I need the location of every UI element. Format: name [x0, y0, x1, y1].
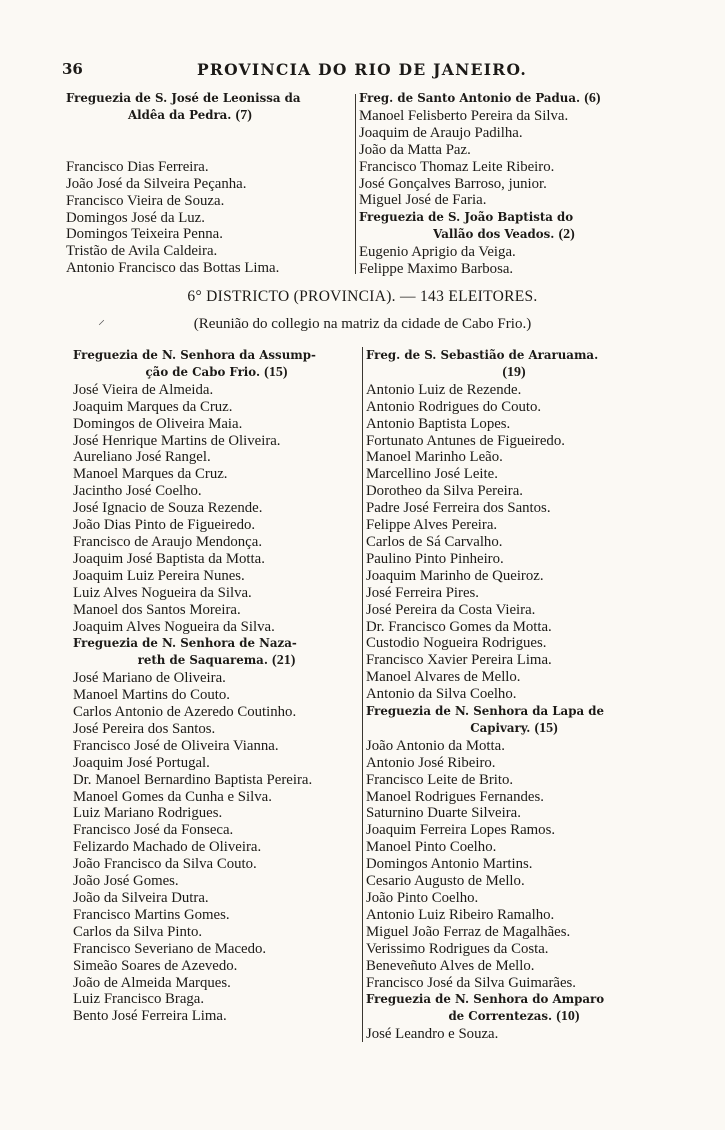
elector-name: Joaquim Ferreira Lopes Ramos.	[366, 822, 556, 839]
elector-name: Manoel Alvares de Mello.	[366, 669, 521, 686]
elector-name: Manoel Marques da Cruz.	[73, 466, 228, 483]
bottom-left-column	[73, 347, 360, 1025]
elector-name: Francisco Vieira de Souza.	[66, 192, 225, 209]
elector-name: Saturnino Duarte Silveira.	[366, 805, 521, 822]
elector-name: Luiz Mariano Rodrigues.	[73, 805, 223, 822]
meeting-note: (Reunião do collegio na matriz da cidade de Cabo Frio.)	[193, 316, 532, 332]
elector-name: Francisco Severiano de Macedo.	[73, 940, 267, 957]
elector-name: Joaquim Marinho de Queiroz.	[366, 567, 544, 584]
elector-list	[66, 159, 352, 277]
elector-name: João da Matta Paz.	[359, 141, 471, 158]
elector-name: Verissimo Rodrigues da Costa.	[366, 940, 549, 957]
bottom-right-column	[366, 347, 662, 1043]
elector-name: João da Silveira Dutra.	[73, 890, 209, 906]
parish-header: Freguezia de S. José de Leonissa da Aldêa da Pedra. (7)	[66, 91, 301, 123]
elector-name: Domingos de Oliveira Maia.	[73, 415, 243, 432]
elector-name: José Leandro e Souza.	[366, 1026, 499, 1043]
elector-name: Francisco José da Silva Guimarães.	[366, 974, 576, 991]
elector-name: Antonio Rodrigues do Couto.	[366, 398, 542, 415]
elector-name: Luiz Francisco Braga.	[73, 991, 205, 1008]
elector-name: José Mariano de Oliveira.	[73, 670, 226, 687]
elector-name: Bento José Ferreira Lima.	[73, 1008, 227, 1025]
column-rule	[355, 94, 356, 274]
parish-header: Freguezia de N. Senhora da Assump- ção de Cabo Frio. (15)	[73, 348, 316, 380]
elector-list	[73, 382, 360, 636]
elector-name: João Dias Pinto de Figueiredo.	[73, 517, 256, 534]
elector-list	[366, 738, 662, 992]
elector-name: José Henrique Martins de Oliveira.	[73, 432, 281, 449]
elector-name: Cesario Augusto de Mello.	[366, 873, 525, 890]
top-left-column	[66, 90, 352, 277]
elector-name: Joaquim José Baptista da Motta.	[73, 550, 265, 567]
elector-name: Carlos de Sá Carvalho.	[366, 533, 503, 550]
elector-name: Manoel Rodrigues Fernandes.	[366, 788, 544, 805]
elector-name: Manoel Pinto Coelho.	[366, 839, 497, 856]
elector-name: Francisco de Araujo Mendonça.	[73, 533, 263, 550]
top-right-column	[359, 90, 649, 278]
parish-header: Freguezia de N. Senhora do Amparo de Correntezas. (10)	[366, 992, 605, 1025]
elector-name: Manoel Felisberto Pereira da Silva.	[359, 107, 569, 124]
elector-name: João Antonio da Motta.	[366, 737, 505, 754]
elector-name: Manoel dos Santos Moreira.	[73, 601, 241, 618]
elector-name: Francisco Martins Gomes.	[73, 906, 230, 923]
elector-name: Joaquim de Araujo Padilha.	[359, 124, 523, 141]
parish-header: Freguezia de N. Senhora da Lapa de Capivary. (15)	[366, 704, 604, 736]
elector-name: Carlos da Silva Pinto.	[73, 923, 203, 940]
parish-header: Freg. de Santo Antonio de Padua. (6)	[359, 91, 601, 106]
elector-name: Carlos Antonio de Azeredo Coutinho.	[73, 704, 297, 721]
elector-name: Domingos José da Luz.	[66, 209, 205, 226]
elector-name: Joaquim Alves Nogueira da Silva.	[73, 618, 275, 635]
elector-name: José Vieira de Almeida.	[73, 381, 214, 398]
elector-name: Francisco José de Oliveira Vianna.	[73, 737, 279, 754]
elector-name: Aureliano José Rangel.	[73, 449, 211, 466]
elector-name: José Pereira da Costa Vieira.	[366, 601, 536, 618]
elector-name: Dr. Manoel Bernardino Baptista Pereira.	[73, 771, 313, 788]
elector-name: João Pinto Coelho.	[366, 890, 479, 906]
elector-name: Antonio José Ribeiro.	[366, 754, 496, 771]
elector-name: João de Almeida Marques.	[73, 974, 231, 991]
elector-name: Simeão Soares de Azevedo.	[73, 957, 238, 974]
elector-name: José Gonçalves Barroso, junior.	[359, 175, 547, 192]
elector-list	[366, 382, 662, 703]
elector-name: Antonio Luiz de Rezende.	[366, 381, 522, 398]
elector-name: Francisco Leite de Brito.	[366, 771, 514, 788]
district-title: 6° DISTRICTO (PROVINCIA). — 143 ELEITORES.	[187, 288, 538, 305]
elector-list	[366, 1026, 662, 1043]
elector-name: Miguel José de Faria.	[359, 192, 487, 209]
running-title: PROVINCIA DO RIO DE JANEIRO.	[196, 60, 528, 79]
elector-name: José Ignacio de Souza Rezende.	[73, 500, 263, 517]
page-number: 36	[62, 60, 83, 78]
elector-name: José Ferreira Pires.	[366, 584, 479, 601]
elector-name: João José Gomes.	[73, 873, 179, 890]
elector-name: Manoel Martins do Couto.	[73, 687, 231, 704]
parish-header: Freguezia de S. João Baptista do Vallão dos Veados. (2)	[359, 210, 575, 243]
elector-name: Felippe Maximo Barbosa.	[359, 261, 514, 278]
elector-name: Felippe Alves Pereira.	[366, 517, 498, 534]
elector-name: João Francisco da Silva Couto.	[73, 856, 257, 873]
elector-name: Fortunato Antunes de Figueiredo.	[366, 432, 565, 449]
elector-name: Dr. Francisco Gomes da Motta.	[366, 618, 552, 635]
elector-list	[359, 108, 649, 209]
elector-name: Domingos Antonio Martins.	[366, 856, 533, 873]
elector-name: Francisco José da Fonseca.	[73, 822, 234, 839]
elector-list	[73, 670, 360, 1025]
elector-name: Manoel Gomes da Cunha e Silva.	[73, 788, 272, 805]
margin-mark: ⸝	[98, 313, 105, 328]
elector-name: Miguel João Ferraz de Magalhães.	[366, 923, 571, 940]
elector-name: Beneveñuto Alves de Mello.	[366, 957, 535, 974]
elector-name: Francisco Dias Ferreira.	[66, 158, 209, 175]
elector-name: Antonio Francisco das Bottas Lima.	[66, 260, 280, 277]
parish-header: Freg. de S. Sebastião de Araruama. (19)	[366, 348, 599, 380]
elector-name: Joaquim Luiz Pereira Nunes.	[73, 567, 245, 584]
elector-name: Felizardo Machado de Oliveira.	[73, 839, 262, 856]
elector-name: Francisco Thomaz Leite Ribeiro.	[359, 158, 555, 175]
elector-name: Luiz Alves Nogueira da Silva.	[73, 584, 252, 601]
elector-name: Jacintho José Coelho.	[73, 483, 202, 500]
elector-name: Joaquim José Portugal.	[73, 754, 210, 771]
elector-name: João José da Silveira Peçanha.	[66, 175, 247, 192]
elector-name: Manoel Marinho Leão.	[366, 449, 503, 466]
elector-name: José Pereira dos Santos.	[73, 720, 216, 737]
elector-name: Custodio Nogueira Rodrigues.	[366, 635, 547, 652]
elector-name: Dorotheo da Silva Pereira.	[366, 483, 523, 500]
elector-name: Domingos Teixeira Penna.	[66, 226, 223, 243]
elector-name: Antonio da Silva Coelho.	[366, 686, 517, 703]
elector-name: Francisco Xavier Pereira Lima.	[366, 652, 552, 669]
elector-name: Paulino Pinto Pinheiro.	[366, 550, 504, 567]
elector-name: Antonio Baptista Lopes.	[366, 415, 511, 432]
elector-name: Tristão de Avila Caldeira.	[66, 243, 218, 260]
elector-list	[359, 244, 649, 278]
column-rule	[362, 347, 363, 1042]
elector-name: Marcellino José Leite.	[366, 466, 498, 483]
parish-header: Freguezia de N. Senhora de Naza- reth de Saquarema. (21)	[73, 636, 297, 669]
elector-name: Joaquim Marques da Cruz.	[73, 398, 233, 415]
elector-name: Eugenio Aprigio da Veiga.	[359, 244, 516, 261]
elector-name: Antonio Luiz Ribeiro Ramalho.	[366, 906, 555, 923]
running-head	[62, 60, 662, 82]
elector-name: Padre José Ferreira dos Santos.	[366, 500, 551, 517]
